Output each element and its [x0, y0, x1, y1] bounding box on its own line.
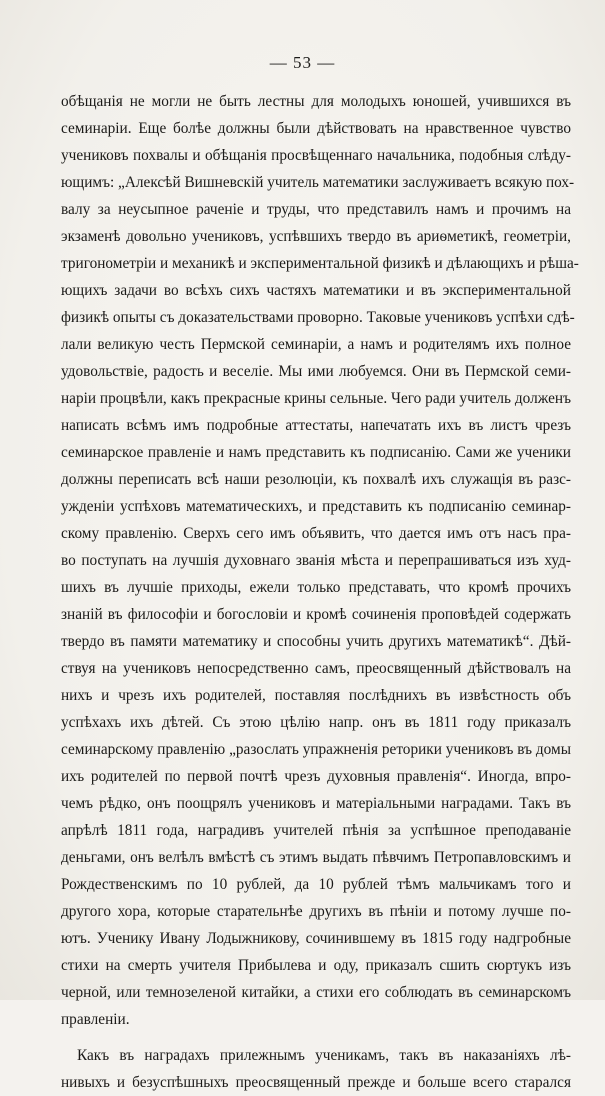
text-line: лали великую честь Пермской семинаріи, а намъ и родителямъ ихъ полное [61, 336, 571, 353]
text-line: твердо въ памяти математику и способны учить другихъ математикѣ“. Дѣй- [61, 633, 571, 650]
text-line: ютъ. Ученику Ивану Лодыжникову, сочинившему въ 1815 году надгробные [61, 930, 571, 947]
text-line: другого хора, которые старательнѣе другихъ въ пѣніи и потому лучше по- [61, 903, 571, 920]
text-line: валу за неусыпное раченіе и труды, что представилъ намъ и прочимъ на [61, 201, 571, 218]
text-line: ющимъ: „Алексѣй Вишневскій учитель математики заслуживаетъ всякую пох- [61, 174, 575, 191]
paragraph-end-line: правленіи. [61, 1011, 130, 1028]
text-line: написать всѣмъ имъ подробные аттестаты, напечатать ихъ въ листъ чрезъ [61, 417, 571, 434]
text-line: нивыхъ и безуспѣшныхъ преосвященный прежде и больше всего старался [61, 1074, 571, 1091]
text-line: знаній въ философіи и богословіи и кромѣ сочиненія проповѣдей содержать [61, 606, 571, 623]
text-line: ихъ родителей по первой почтѣ чрезъ духовныя правленія“. Иногда, впро- [61, 768, 571, 785]
text-line: удовольствіе, радость и веселіе. Мы ими любуемся. Они въ Пермской семи- [61, 363, 571, 380]
text-line: ужденіи успѣховъ математическихъ, и представить къ подписанію семинар- [61, 498, 571, 515]
text-line: черной, или темнозеленой китайки, а стихи его соблюдать въ семинарскомъ [61, 984, 571, 1001]
text-line: ствуя на учениковъ непосредственно самъ, преосвященный дѣйствовалъ на [61, 660, 571, 677]
paragraph-start-line: Какъ въ наградахъ прилежнымъ ученикамъ, такъ въ наказаніяхъ лѣ- [77, 1047, 571, 1064]
text-line: чемъ рѣдко, онъ поощрялъ учениковъ и матеріальными наградами. Такъ въ [61, 795, 571, 812]
text-line: экзаменѣ довольно учениковъ, успѣвшихъ твердо въ ариѳметикѣ, геометріи, [61, 228, 571, 245]
text-line: во поступать на лучшія духовнаго званія мѣста и перепрашиваться изъ худ- [61, 552, 571, 569]
text-line: физикѣ опыты съ доказательствами проворно. Таковые учениковъ успѣхи сдѣ- [61, 309, 575, 326]
text-line: семинарскому правленію „разослать упражненія реторики учениковъ въ домы [61, 741, 571, 758]
text-line: обѣщанія не могли не быть лестны для молодыхъ юношей, учившихся въ [61, 93, 571, 110]
page-number: — 53 — [269, 53, 336, 72]
text-line: должны переписать всѣ наши резолюціи, къ похвалѣ ихъ служащія въ разс- [61, 471, 571, 488]
text-line: деньгами, онъ велѣлъ вмѣстѣ съ этимъ выдать пѣвчимъ Петропавловскимъ и [61, 849, 571, 866]
body-text [61, 88, 579, 1096]
text-line: ющихъ задачи во всѣхъ сихъ частяхъ математики и въ экспериментальной [61, 282, 571, 299]
text-line: шихъ въ лучшіе приходы, ежели только представать, что кромѣ прочихъ [61, 579, 571, 596]
text-line: учениковъ похвалы и обѣщанія просвѣщеннаго начальника, подобныя слѣду- [61, 147, 571, 164]
text-line: нихъ и чрезъ ихъ родителей, поставляя послѣднихъ въ извѣстность объ [61, 687, 571, 704]
text-line: стихи на смерть учителя Прибылева и оду, приказалъ сшить сюртукъ изъ [61, 957, 571, 974]
text-line: Рождественскимъ по 10 рублей, да 10 рублей тѣмъ мальчикамъ того и [61, 876, 571, 893]
text-line: успѣхахъ ихъ дѣтей. Съ этою цѣлію напр. онъ въ 1811 году приказалъ [61, 714, 571, 731]
text-line: тригонометріи и механикѣ и экспериментальной физикѣ и дѣлающихъ и рѣша- [61, 255, 579, 272]
text-line: скому правленію. Сверхъ сего имъ объявить, что дается имъ отъ насъ пра- [61, 525, 571, 542]
text-line: апрѣлѣ 1811 года, наградивъ учителей пѣнія за успѣшное преподаваніе [61, 822, 571, 839]
text-line: семинарское правленіе и намъ представить къ подписанію. Сами же ученики [61, 444, 571, 461]
text-line: наріи процвѣли, какъ прекрасные крины сельные. Чего ради учитель долженъ [61, 390, 571, 407]
text-line: семинаріи. Еще болѣе должны были дѣйствовать на нравственное чувство [61, 120, 571, 137]
